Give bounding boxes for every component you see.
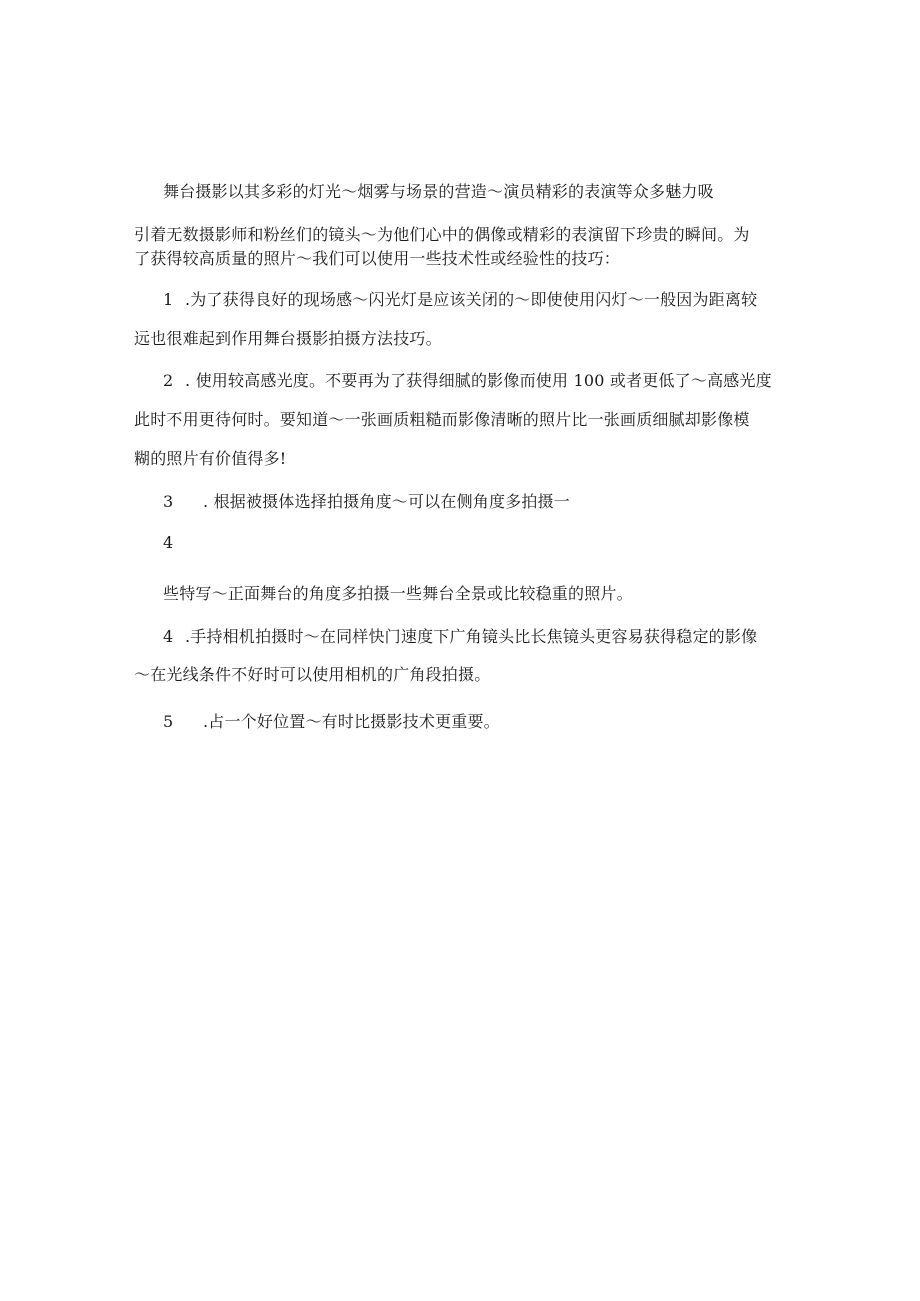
tip-1-number: 1 — [163, 290, 174, 309]
tip-1-line-1 — [163, 290, 823, 310]
tip-5-number: 5 — [163, 712, 174, 731]
tip-3-number: 3 — [163, 492, 174, 511]
tip-1-text-1: .为了获得良好的现场感～闪光灯是应该关闭的～即使使用闪灯～一般因为距离较 — [185, 290, 758, 309]
tip-2-line-3: 糊的照片有价值得多! — [134, 449, 287, 468]
tip-4-line-2: ～在光线条件不好时可以使用相机的广角段拍摄。 — [134, 665, 491, 684]
intro-line-3: 了获得较高质量的照片～我们可以使用一些技术性或经验性的技巧： — [134, 249, 621, 268]
tip-2-text-1: . 使用较高感光度。不要再为了获得细腻的影像而使用 100 或者更低了～高感光度 — [185, 371, 772, 390]
tip-3-continuation: 些特写～正面舞台的角度多拍摄一些舞台全景或比较稳重的照片。 — [163, 584, 633, 603]
tip-4-stray-number: 4 — [163, 533, 174, 552]
tip-2-line-1 — [163, 371, 823, 391]
tip-4-number: 4 — [163, 627, 174, 646]
tip-2-number: 2 — [163, 371, 174, 390]
intro-line-1: 舞台摄影以其多彩的灯光～烟雾与场景的营造～演员精彩的表演等众多魅力吸 — [163, 182, 714, 201]
tip-2-line-2: 此时不用更待何时。要知道～一张画质粗糙而影像清晰的照片比一张画质细腻却影像模 — [134, 410, 750, 429]
tip-4-line-1 — [163, 627, 823, 647]
tip-5-line-1 — [163, 712, 823, 732]
tip-3-line-1 — [163, 492, 823, 512]
tip-1-line-2: 远也很难起到作用舞台摄影拍摄方法技巧。 — [134, 329, 442, 348]
tip-5-text-1: .占一个好位置～有时比摄影技术更重要。 — [203, 712, 500, 731]
tip-4-text-1: .手持相机拍摄时～在同样快门速度下广角镜头比长焦镜头更容易获得稳定的影像 — [185, 627, 758, 646]
tip-3-text-1: . 根据被摄体选择拍摄角度～可以在侧角度多拍摄一 — [203, 492, 570, 511]
intro-line-2: 引着无数摄影师和粉丝们的镜头～为他们心中的偶像或精彩的表演留下珍贵的瞬间。为 — [134, 225, 750, 244]
